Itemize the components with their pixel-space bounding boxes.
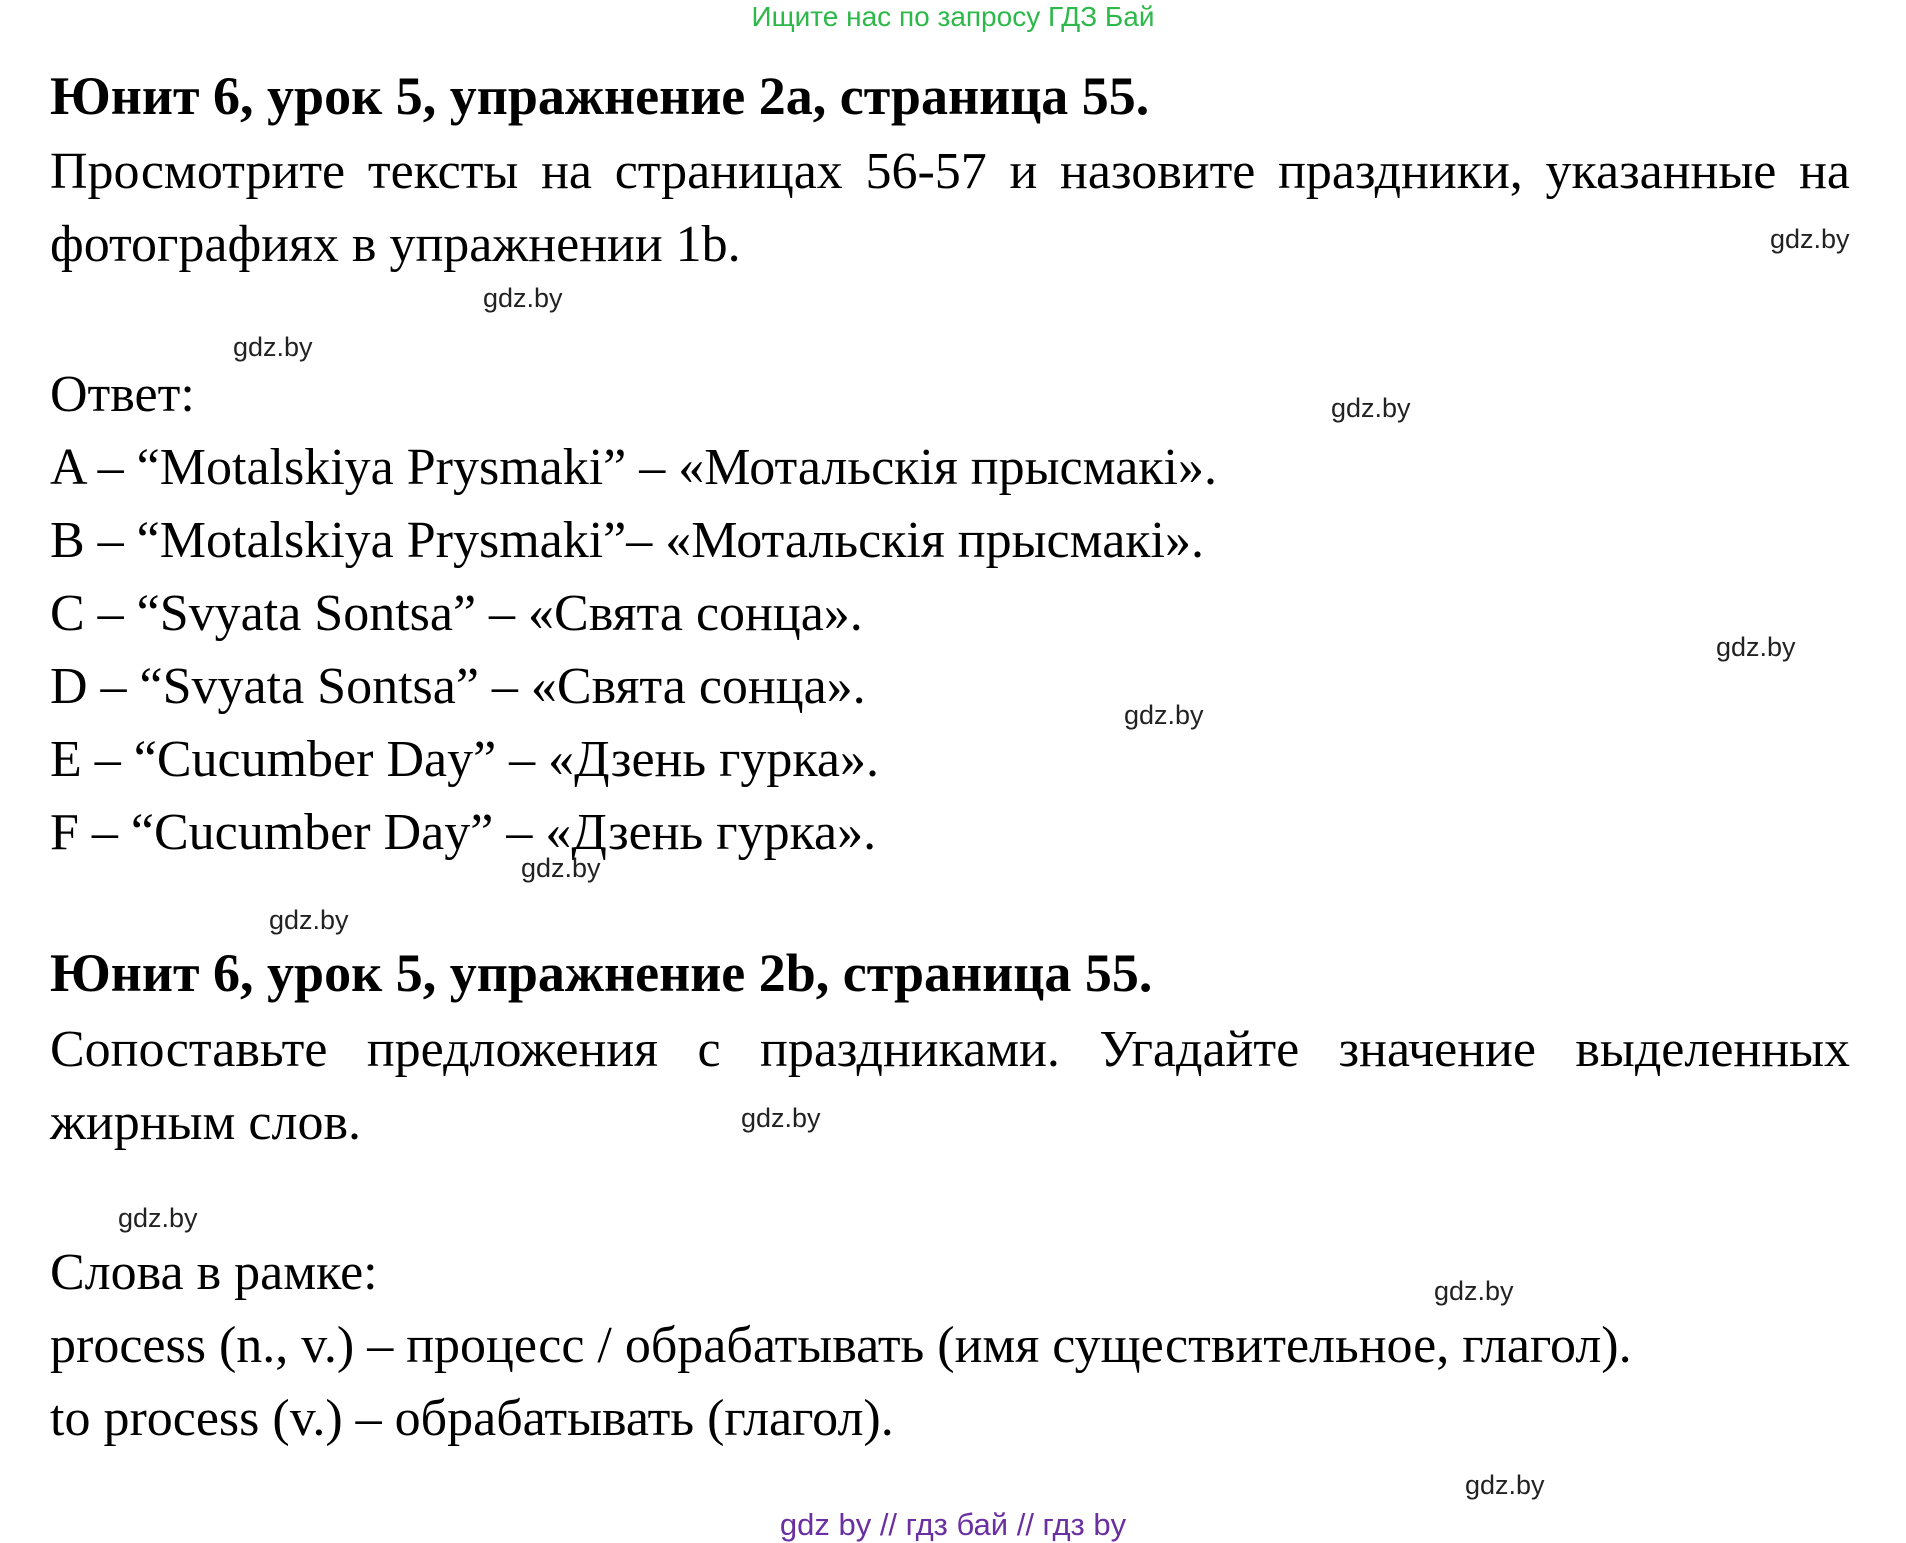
watermark: gdz.by xyxy=(483,283,563,313)
section-a-heading: Юнит 6, урок 5, упражнение 2a, страница 55. xyxy=(50,66,1150,126)
watermark: gdz.by xyxy=(233,332,313,362)
answer-item: D – “Svyata Sontsa” – «Свята сонца». xyxy=(50,658,866,715)
vocab-line: process (n., v.) – процесс / обрабатывать (имя существительное, глагол). xyxy=(50,1317,1632,1374)
answer-item: E – “Cucumber Day” – «Дзень гурка». xyxy=(50,731,879,788)
watermark: gdz.by xyxy=(1331,393,1411,423)
watermark: gdz.by xyxy=(521,853,601,883)
watermark: gdz.by xyxy=(1465,1470,1545,1500)
vocab-line: to process (v.) – обрабатывать (глагол). xyxy=(50,1390,894,1447)
watermark: gdz.by xyxy=(269,905,349,935)
watermark: gdz.by xyxy=(1770,224,1850,254)
top-banner: Ищите нас по запросу ГДЗ Бай xyxy=(751,1,1155,32)
answer-item: A – “Motalskiya Prysmaki” – «Мотальскія прысмакі». xyxy=(50,439,1217,496)
footer-links: gdz by // гдз бай // гдз by xyxy=(779,1507,1127,1542)
answer-label: Ответ: xyxy=(50,366,195,423)
section-b-heading: Юнит 6, урок 5, упражнение 2b, страница 55. xyxy=(50,943,1153,1003)
watermark: gdz.by xyxy=(1716,632,1796,662)
answer-item: F – “Cucumber Day” – «Дзень гурка». xyxy=(50,804,877,861)
section-b-task: Сопоставьте предложения с праздниками. Угадайте значение выделенных жирным слов. xyxy=(50,1021,1850,1151)
watermark: gdz.by xyxy=(1434,1276,1514,1306)
answer-item: C – “Svyata Sontsa” – «Свята сонца». xyxy=(50,585,863,642)
watermark: gdz.by xyxy=(1124,700,1204,730)
watermark: gdz.by xyxy=(741,1103,821,1133)
section-a-task: Просмотрите тексты на страницах 56-57 и назовите праздники, указанные на фотографиях в упражнении 1b. xyxy=(50,143,1850,273)
watermark: gdz.by xyxy=(118,1203,198,1233)
box-label: Слова в рамке: xyxy=(50,1244,378,1301)
answer-item: B – “Motalskiya Prysmaki”– «Мотальскія прысмакі». xyxy=(50,512,1204,569)
